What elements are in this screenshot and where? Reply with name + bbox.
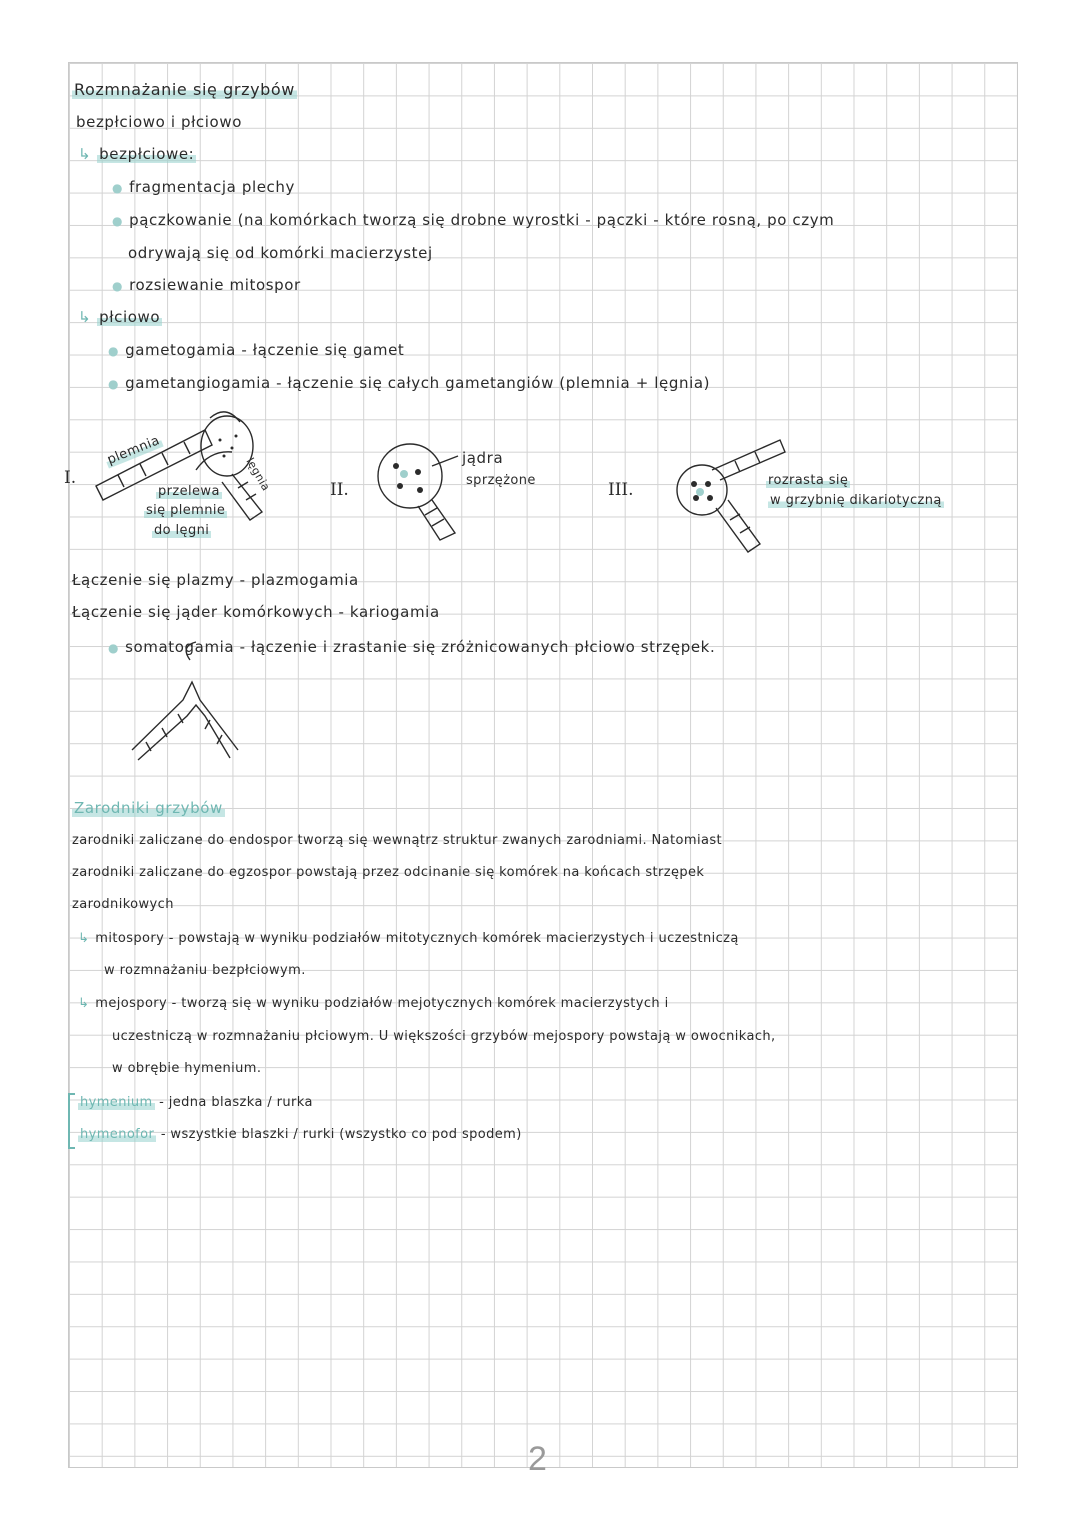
bullet-icon: ● bbox=[108, 344, 120, 358]
diagram2-label-nuclei: jądra bbox=[462, 449, 504, 467]
paragraph-line: zarodnikowych bbox=[72, 897, 174, 912]
diagram-label-2: II. bbox=[330, 480, 349, 500]
bullet-icon: ● bbox=[108, 641, 120, 655]
hymenium-definition: hymenium - jedna blaszka / rurka bbox=[80, 1095, 313, 1110]
paragraph-line: zarodniki zaliczane do endospor tworzą się wewnątrz struktur zwanych zarodniami. Natomiast bbox=[72, 833, 723, 848]
diagram1-caption-1: przelewa bbox=[158, 484, 220, 499]
plasmogamy-line: Łączenie się plazmy - plazmogamia bbox=[72, 571, 359, 589]
bullet-icon: ● bbox=[112, 279, 124, 293]
mitospores-line: ↳ mitospory - powstają w wyniku podziałów mitotycznych komórek macierzystych i uczestniczą bbox=[78, 931, 739, 946]
diagram2-label-coupled: sprzężone bbox=[466, 473, 536, 488]
diagram3-label-2: w grzybnię dikariotyczną bbox=[770, 493, 942, 508]
diagram-label-3: III. bbox=[608, 480, 634, 500]
karyogamy-line: Łączenie się jąder komórkowych - kariogamia bbox=[72, 603, 440, 621]
section-subtitle: bezpłciowo i płciowo bbox=[76, 113, 242, 131]
definition-bracket bbox=[68, 1093, 75, 1149]
bullet-icon: ● bbox=[112, 214, 124, 228]
section-title: Rozmnażanie się grzybów bbox=[74, 80, 295, 99]
plemnia-label: plemnia bbox=[105, 433, 162, 468]
meiospores-line-2: uczestniczą w rozmnażaniu płciowym. U większości grzybów mejospory powstają w owocnikach, bbox=[112, 1029, 776, 1044]
hymenophore-definition: hymenofor - wszystkie blaszki / rurki (wszystko co pod spodem) bbox=[80, 1127, 522, 1142]
arrow-right-icon: ↳ bbox=[78, 931, 90, 946]
sexual-heading: ↳ płciowo bbox=[78, 308, 161, 326]
arrow-right-icon: ↳ bbox=[78, 308, 92, 326]
list-item: ● fragmentacja plechy bbox=[112, 178, 295, 196]
list-item: ● gametangiogamia - łączenie się całych gametangiów (plemnia + lęgnia) bbox=[108, 374, 711, 392]
bullet-icon: ● bbox=[108, 377, 120, 391]
list-item: ● somatogamia - łączenie i zrastanie się zróżnicowanych płciowo strzępek. bbox=[108, 638, 716, 656]
diagram1-caption-2: się plemnie bbox=[146, 503, 226, 518]
mitospores-line-2: w rozmnażaniu bezpłciowym. bbox=[104, 963, 306, 978]
page-number: 2 bbox=[528, 1440, 547, 1478]
diagram3-label-1: rozrasta się bbox=[768, 473, 849, 488]
bullet-icon: ● bbox=[112, 181, 124, 195]
section-title: Zarodniki grzybów bbox=[74, 799, 223, 817]
list-item: ● rozsiewanie mitospor bbox=[112, 276, 301, 294]
arrow-right-icon: ↳ bbox=[78, 996, 90, 1011]
diagram-label-1: I. bbox=[64, 468, 77, 488]
list-item: ● gametogamia - łączenie się gamet bbox=[108, 341, 405, 359]
meiospores-line: ↳ mejospory - tworzą się w wyniku podziałów mejotycznych komórek macierzystych i bbox=[78, 996, 669, 1011]
list-item: ● pączkowanie (na komórkach tworzą się drobne wyrostki - pączki - które rosną, po czym bbox=[112, 211, 835, 229]
arrow-right-icon: ↳ bbox=[78, 145, 92, 163]
meiospores-line-3: w obrębie hymenium. bbox=[112, 1061, 262, 1076]
asexual-heading: ↳ bezpłciowe: bbox=[78, 145, 195, 163]
legnia-label: lęgnia bbox=[243, 455, 273, 494]
paragraph-line: zarodniki zaliczane do egzospor powstają przez odcinanie się komórek na końcach strzępek bbox=[72, 865, 705, 880]
list-item-continuation: odrywają się od komórki macierzystej bbox=[128, 244, 433, 262]
diagram1-caption-3: do lęgni bbox=[154, 523, 210, 538]
